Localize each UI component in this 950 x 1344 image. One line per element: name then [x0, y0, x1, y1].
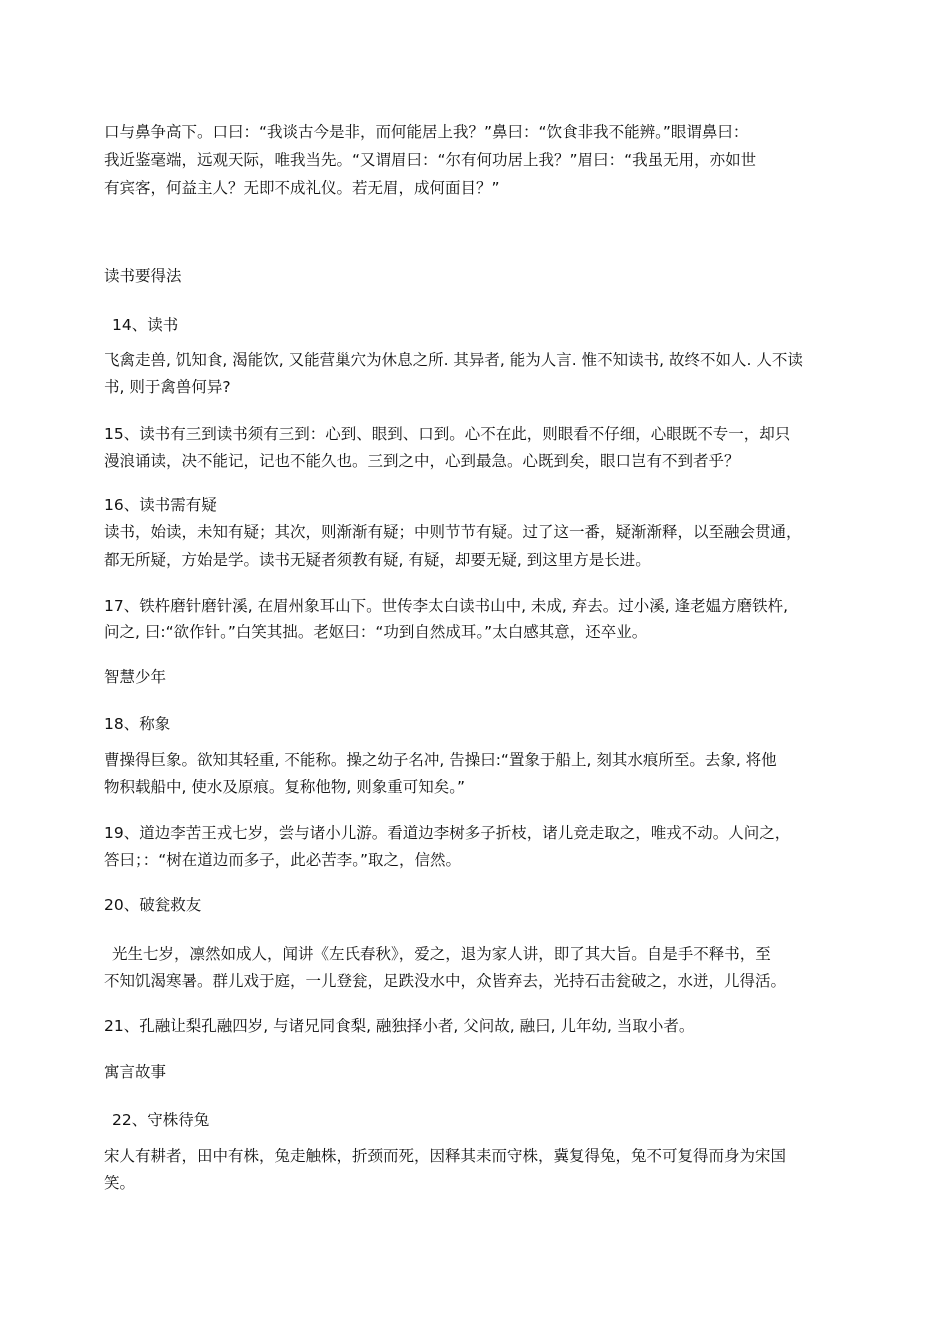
paragraph-line: 有宾客，何益主人？无即不成礼仪。若无眉，成何面目？”	[104, 179, 500, 197]
paragraph-line: 我近鉴毫端，远观天际，唯我当先。“又谓眉曰：“尔有何功居上我？”眉曰：“我虽无用，亦如世	[104, 151, 757, 169]
paragraph-line: 17、铁杵磨针磨针溪, 在眉州象耳山下。世传李太白读书山中, 未成, 弃去。过小溪, 逢老媪方磨铁杵,	[104, 597, 789, 615]
paragraph-line: 光生七岁，凛然如成人，闻讲《左氏春秋》，爱之，退为家人讲，即了其大旨。自是手不释书，至	[112, 945, 771, 963]
paragraph-line: 19、道边李苦王戎七岁，尝与诸小儿游。看道边李树多子折枝，诸儿竞走取之，唯戎不动。人问之，	[104, 824, 791, 842]
paragraph-line: 曹操得巨象。欲知其轻重, 不能称。操之幼子名冲, 告操曰:“置象于船上, 刻其水痕所至。去象, 将他	[104, 751, 777, 769]
paragraph-line: 都无所疑，方始是学。读书无疑者须教有疑, 有疑，却要无疑, 到这里方是长进。	[104, 551, 651, 569]
section-heading: 读书要得法	[104, 267, 182, 285]
paragraph-line: 物积载船中, 使水及原痕。复称他物, 则象重可知矣。”	[104, 778, 465, 796]
paragraph-line: 笑。	[104, 1174, 136, 1192]
paragraph-line: 答曰；：“树在道边而多子，此必苦李。”取之，信然。	[104, 851, 462, 869]
paragraph-line: 不知饥渴寒暑。群儿戏于庭，一儿登瓮，足跌没水中，众皆弃去，光持石击瓮破之，水迸，儿得活。	[104, 972, 787, 990]
paragraph-line: 口与鼻争高下。口曰：“我谈古今是非，而何能居上我？”鼻曰：“饮食非我不能辨。”眼谓鼻曰：	[104, 123, 749, 141]
paragraph-line: 飞禽走兽, 饥知食, 渴能饮, 又能营巢穴为休息之所. 其异者, 能为人言. 惟不知读书, 故终不如人. 人不读	[104, 351, 803, 369]
paragraph-line: 宋人有耕者，田中有株，兔走触株，折颈而死，因释其耒而守株，冀复得兔，兔不可复得而身为宋国	[104, 1147, 787, 1165]
paragraph-line: 漫浪诵读，决不能记，记也不能久也。三到之中，心到最急。心既到矣，眼口岂有不到者乎？	[104, 452, 740, 470]
item-heading: 16、读书需有疑	[104, 496, 217, 514]
paragraph-line: 21、孔融让梨孔融四岁, 与诸兄同食梨, 融独择小者, 父问故, 融曰, 儿年幼, 当取小者。	[104, 1017, 695, 1035]
paragraph-line: 读书，始读，未知有疑；其次，则渐渐有疑；中则节节有疑。过了这一番，疑渐渐释，以至融会贯通，	[104, 523, 802, 541]
paragraph-line: 15、读书有三到读书须有三到：心到、眼到、口到。心不在此，则眼看不仔细，心眼既不专一，却只	[104, 425, 791, 443]
paragraph-line: 书, 则于禽兽何异?	[104, 378, 231, 396]
item-heading: 14、读书	[112, 316, 179, 334]
paragraph-line: 问之, 曰:“欲作针。”白笑其拙。老妪曰：“功到自然成耳。”太白感其意，还卒业。	[104, 623, 648, 641]
section-heading: 智慧少年	[104, 668, 167, 686]
item-heading: 18、称象	[104, 715, 171, 733]
item-heading: 20、破瓮救友	[104, 896, 202, 914]
section-heading: 寓言故事	[104, 1063, 167, 1081]
item-heading: 22、守株待兔	[112, 1111, 210, 1129]
